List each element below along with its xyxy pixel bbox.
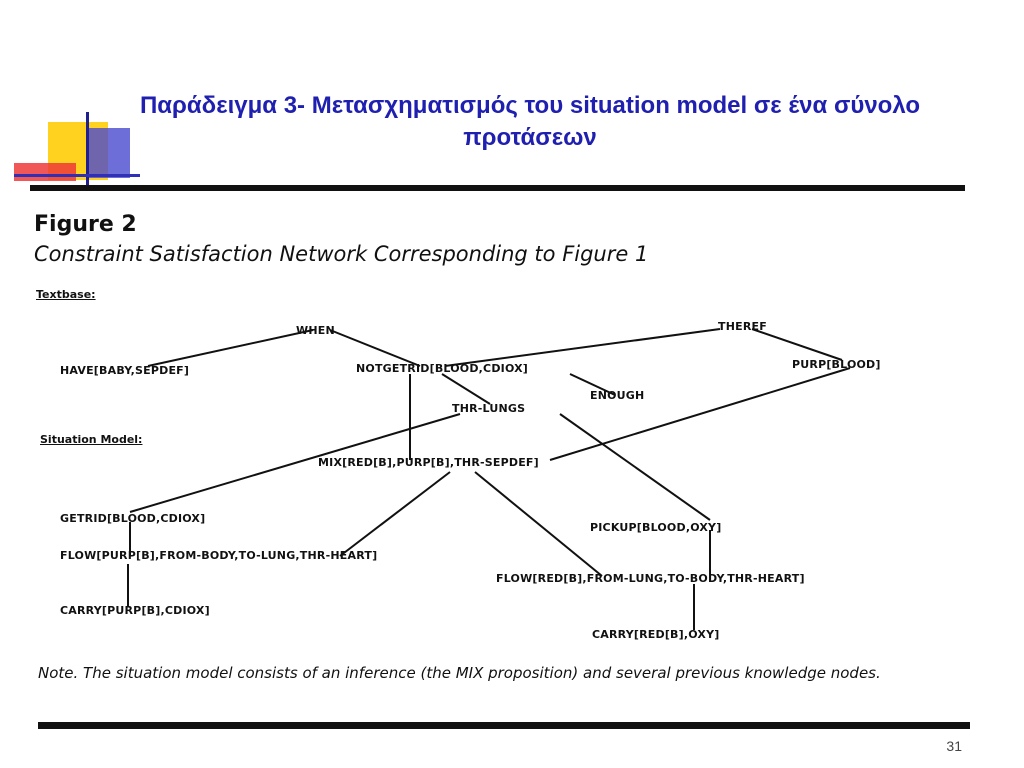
- slide-title: Παράδειγμα 3- Μετασχηματισμός του situation model σε ένα σύνολο προτάσεων: [139, 92, 921, 151]
- figure-bottom-rule: [38, 722, 970, 729]
- network-edges: [30, 178, 970, 658]
- edge-purp-mix: [550, 368, 850, 460]
- decor-horizontal-line: [14, 174, 140, 177]
- node-when: WHEN: [296, 324, 335, 337]
- figure-label: Figure 2: [34, 212, 137, 237]
- edge-mix-flowred: [475, 472, 602, 576]
- node-notgetrid: NOTGETRID[BLOOD,CDIOX]: [356, 362, 529, 375]
- node-getrid: GETRID[BLOOD,CDIOX]: [60, 512, 206, 525]
- node-thr-lungs: THR-LUNGS: [452, 402, 526, 415]
- node-have: HAVE[BABY,SEPDEF]: [60, 364, 190, 377]
- edge-theref-purp: [752, 329, 842, 360]
- edge-thrlungs-pickup: [560, 414, 710, 520]
- node-enough: ENOUGH: [590, 389, 645, 402]
- edge-notgetrid-thrlungs: [442, 374, 490, 404]
- figure-note: Note. The situation model consists of an inference (the MIX proposition) and several previous knowledge nodes.: [38, 664, 881, 682]
- node-flow-purp: FLOW[PURP[B],FROM-BODY,TO-LUNG,THR-HEART]: [60, 549, 378, 562]
- edge-mix-flowpurp: [340, 472, 450, 556]
- node-theref: THEREF: [718, 320, 767, 333]
- section-label-textbase: Textbase:: [36, 288, 96, 301]
- node-purp: PURP[BLOOD]: [792, 358, 881, 371]
- figure-scan: [30, 178, 970, 740]
- node-carry-purp: CARRY[PURP[B],CDIOX]: [60, 604, 210, 617]
- node-mix: MIX[RED[B],PURP[B],THR-SEPDEF]: [318, 456, 539, 469]
- figure-caption: Constraint Satisfaction Network Corresponding to Figure 1: [34, 242, 649, 266]
- edge-when-have: [148, 330, 313, 366]
- edge-when-notgetrid: [330, 330, 420, 366]
- page-number: 31: [946, 738, 962, 754]
- node-flow-red: FLOW[RED[B],FROM-LUNG,TO-BODY,THR-HEART]: [496, 572, 805, 585]
- node-pickup: PICKUP[BLOOD,OXY]: [590, 521, 722, 534]
- edge-theref-notgetrid: [445, 329, 720, 366]
- node-carry-red: CARRY[RED[B],OXY]: [592, 628, 720, 641]
- section-label-situation-model: Situation Model:: [40, 433, 143, 446]
